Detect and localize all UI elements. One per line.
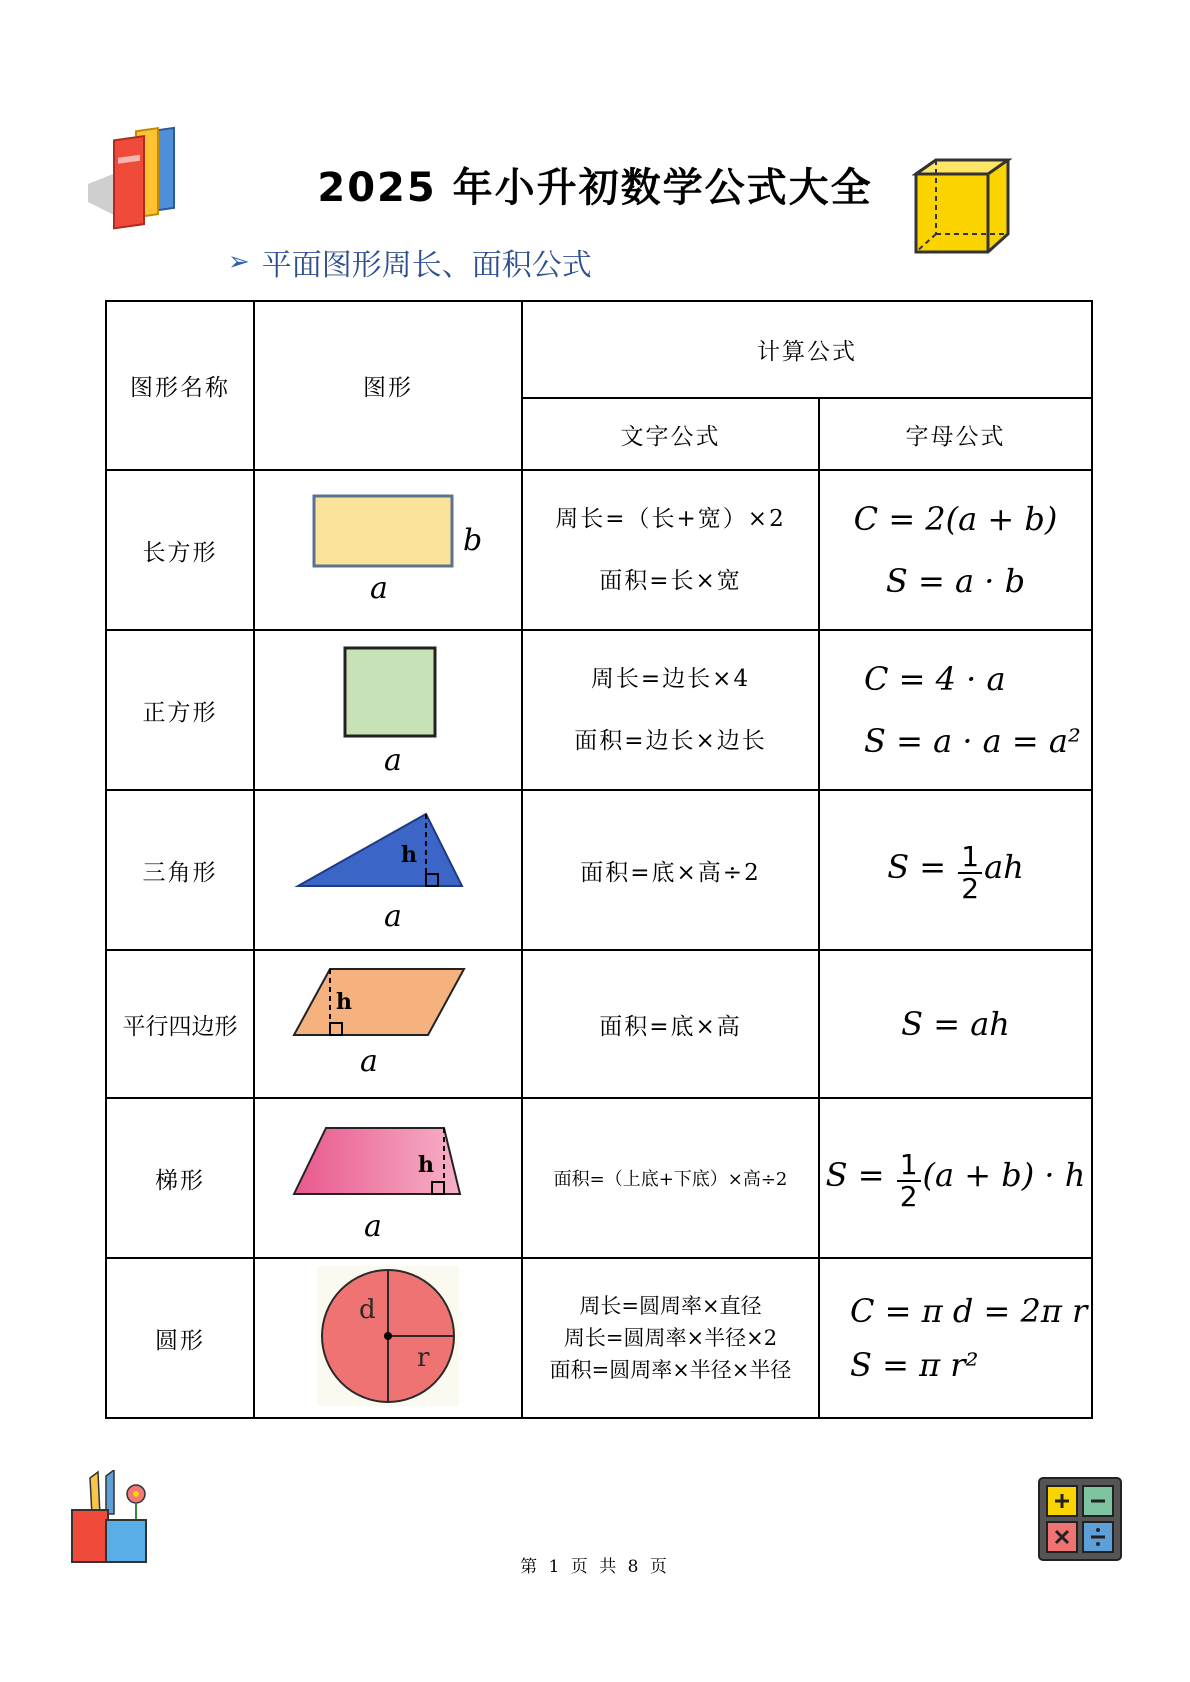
rect-label-b: b (463, 523, 483, 558)
header-shape-name: 图形名称 (106, 301, 254, 470)
text-formula-line: 面积=长×宽 (599, 568, 742, 594)
text-formula-cell: 面积=（上底+下底）×高÷2 (522, 1098, 819, 1258)
text-formula-line: 周长=边长×4 (590, 666, 751, 692)
square-figure (278, 638, 498, 778)
letter-formula-line: S = a · b (885, 562, 1026, 600)
letter-formula-suffix: ah (984, 847, 1024, 886)
triangle-label-h: h (401, 842, 417, 868)
trapezoid-label-a: a (364, 1209, 382, 1244)
circle-label-d: d (359, 1295, 376, 1325)
letter-formula-cell: S = ah (819, 950, 1092, 1098)
calculator-icon (1037, 1476, 1123, 1562)
circle-label-r: r (417, 1343, 430, 1373)
parallelogram-label-h: h (336, 989, 352, 1015)
pencil-holder-icon (70, 1470, 155, 1565)
figure-cell (254, 1258, 522, 1418)
cube-icon (912, 156, 1012, 256)
trapezoid-figure (278, 1106, 498, 1246)
table-row (106, 1258, 1092, 1418)
figure-cell (254, 790, 522, 950)
trapezoid-label-h: h (418, 1152, 434, 1178)
section-heading (228, 240, 592, 284)
shape-name: 正方形 (106, 630, 254, 790)
header-letter-formula: 字母公式 (819, 398, 1092, 470)
header-formula: 计算公式 (522, 301, 1092, 398)
fraction-numerator: 1 (958, 842, 982, 874)
letter-formula-line: S = a · a = a² (864, 722, 1081, 760)
shape-name: 平行四边形 (106, 950, 254, 1098)
text-formula-line: 周长=（长+宽）×2 (555, 506, 786, 532)
shape-name: 长方形 (106, 470, 254, 630)
table-row (106, 950, 1092, 1098)
square-label-a: a (384, 743, 402, 778)
figure-cell (254, 1098, 522, 1258)
letter-formula-prefix: S = (825, 1155, 895, 1194)
parallelogram-figure (278, 957, 498, 1087)
triangle-figure (278, 798, 498, 938)
fraction-denominator: 2 (961, 872, 980, 906)
letter-formula-suffix: (a + b) · h (922, 1155, 1086, 1194)
arrow-right-icon: ➢ (228, 247, 250, 277)
table-row (106, 630, 1092, 790)
parallelogram-label-a: a (360, 1044, 378, 1079)
letter-formula-cell (819, 470, 1092, 630)
fraction (958, 842, 982, 904)
figure-cell (254, 470, 522, 630)
page-title: 2025 年小升初数学公式大全 (317, 165, 873, 211)
triangle-label-a: a (384, 899, 402, 934)
shape-name: 三角形 (106, 790, 254, 950)
text-formula-cell: 面积=底×高 (522, 950, 819, 1098)
circle-figure (313, 1264, 463, 1408)
formula-table (105, 300, 1093, 1419)
letter-formula-cell (819, 1258, 1092, 1418)
letter-formula-cell (819, 790, 1092, 950)
letter-formula-cell (819, 630, 1092, 790)
table-row (106, 470, 1092, 630)
fraction-denominator: 2 (899, 1180, 918, 1214)
text-formula-cell (522, 1258, 819, 1418)
letter-formula-line: S = π r² (850, 1346, 979, 1384)
header-text-formula: 文字公式 (522, 398, 819, 470)
fraction (897, 1150, 921, 1212)
table-row (106, 1098, 1092, 1258)
text-formula-line: 面积=边长×边长 (574, 728, 767, 754)
shape-name: 梯形 (106, 1098, 254, 1258)
figure-cell (254, 630, 522, 790)
text-formula-cell (522, 630, 819, 790)
fraction-numerator: 1 (897, 1150, 921, 1182)
letter-formula-line: C = 2(a + b) (853, 500, 1058, 538)
letter-formula-prefix: S = (887, 847, 957, 886)
text-formula-cell (522, 470, 819, 630)
page-number: 第 1 页 共 8 页 (520, 1557, 670, 1577)
table-row (106, 790, 1092, 950)
rectangle-figure (278, 488, 498, 608)
text-formula-line: 面积=圆周率×半径×半径 (549, 1358, 792, 1382)
text-formula-cell: 面积=底×高÷2 (522, 790, 819, 950)
letter-formula-line: C = π d = 2π r (850, 1292, 1088, 1330)
text-formula-line: 周长=圆周率×半径×2 (563, 1326, 778, 1350)
shape-name: 圆形 (106, 1258, 254, 1418)
text-formula-line: 周长=圆周率×直径 (579, 1294, 762, 1318)
figure-cell (254, 950, 522, 1098)
letter-formula-line: C = 4 · a (864, 660, 1006, 698)
letter-formula-cell (819, 1098, 1092, 1258)
section-heading-text: 平面图形周长、面积公式 (261, 248, 592, 283)
header-figure: 图形 (254, 301, 522, 470)
rect-label-a: a (370, 571, 388, 606)
